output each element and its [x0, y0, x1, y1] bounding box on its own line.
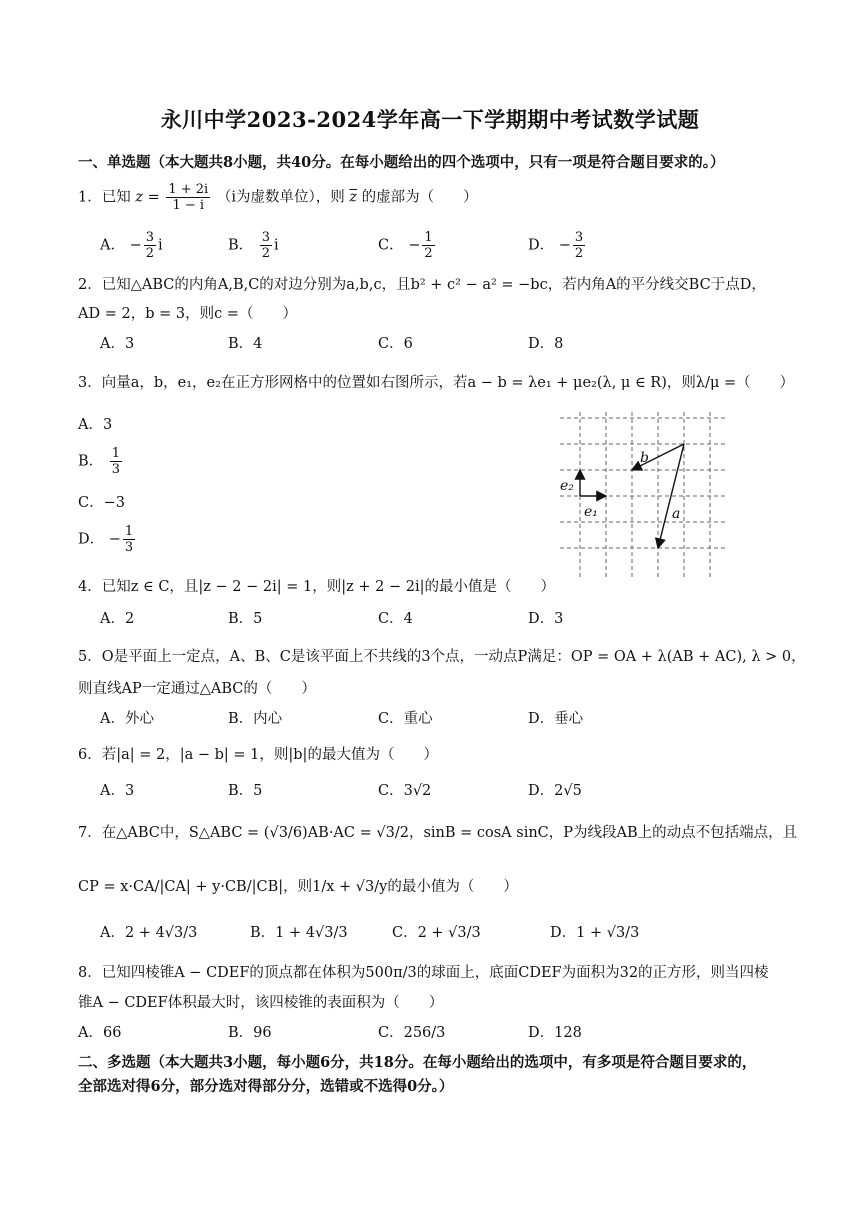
- q6-option-c[interactable]: C．3√2: [378, 783, 432, 799]
- q3-option-b[interactable]: B． $\frac{1}{3}$: [78, 446, 121, 477]
- q3-option-a[interactable]: A．3: [78, 417, 113, 433]
- question-8-line1: 8．已知四棱锥A − CDEF的顶点都在体积为500π/3的球面上，底面CDEF为面积为32的正方形，则当四棱: [78, 965, 769, 981]
- q1-option-c[interactable]: C． − $\frac{1}{2}$: [378, 230, 433, 261]
- q7-option-d[interactable]: D．1 + √3/3: [550, 925, 640, 941]
- question-4: 4．已知z ∈ C，且|z − 2 − 2i| = 1，则|z + 2 − 2i|的最小值是（ ）: [78, 579, 555, 595]
- q5-option-c[interactable]: C．重心: [378, 711, 433, 727]
- exam-title: 永川中学2023-2024学年高一下学期期中考试数学试题: [160, 107, 700, 132]
- q6-option-d[interactable]: D．2√5: [528, 783, 582, 799]
- label-e1: e₁: [584, 504, 598, 520]
- question-2-line1: 2．已知△ABC的内角A,B,C的对边分别为a,b,c，且b² + c² − a² = −bc，若内角A的平分线交BC于点D，: [78, 277, 766, 293]
- question-3: 3．向量a，b，e₁，e₂在正方形网格中的位置如右图所示，若a − b = λe₁ + μe₂(λ, μ ∈ R)，则λ/μ =（ ）: [78, 375, 795, 391]
- q7-option-c[interactable]: C．2 + √3/3: [392, 925, 481, 941]
- question-2-line2: AD = 2，b = 3，则c =（ ）: [78, 306, 297, 322]
- question-5-line2: 则直线AP一定通过△ABC的（ ）: [78, 681, 316, 697]
- q6-option-a[interactable]: A．3: [100, 783, 135, 799]
- q2-option-b[interactable]: B．4: [228, 336, 263, 352]
- q4-option-a[interactable]: A．2: [100, 611, 135, 627]
- question-7-line2: CP = x·CA/|CA| + y·CB/|CB|，则1/x + √3/y的最小值为（ ）: [78, 879, 518, 895]
- label-b: b: [640, 450, 649, 466]
- label-a: a: [672, 506, 681, 522]
- vector-grid-figure: [560, 412, 730, 582]
- q5-option-b[interactable]: B．内心: [228, 711, 283, 727]
- q3-option-d[interactable]: D． − $\frac{1}{3}$: [78, 524, 134, 555]
- q3-option-c[interactable]: C．−3: [78, 495, 125, 511]
- q8-option-b[interactable]: B．96: [228, 1025, 272, 1041]
- q4-option-c[interactable]: C．4: [378, 611, 413, 627]
- q8-option-c[interactable]: C．256/3: [378, 1025, 446, 1041]
- question-8-line2: 锥A − CDEF体积最大时，该四棱锥的表面积为（ ）: [78, 995, 444, 1011]
- label-e2: e₂: [560, 478, 574, 494]
- q7-option-a[interactable]: A．2 + 4√3/3: [100, 925, 198, 941]
- q7-option-b[interactable]: B．1 + 4√3/3: [250, 925, 348, 941]
- question-7-line1: 7．在△ABC中，S△ABC = (√3/6)AB·AC = √3/2，sinB = cosA sinC，P为线段AB上的动点不包括端点，且: [78, 825, 798, 841]
- q6-option-b[interactable]: B．5: [228, 783, 263, 799]
- q2-option-c[interactable]: C．6: [378, 336, 413, 352]
- section-multi-choice-header-line1: 二、多选题（本大题共3小题，每小题6分，共18分。在每小题给出的选项中，有多项是符合题目要求的，: [78, 1054, 757, 1071]
- q1-option-b[interactable]: B． $\frac{3}{2}$ i: [228, 230, 279, 261]
- question-5-line1: 5．O是平面上一定点，A、B、C是该平面上不共线的3个点，一动点P满足：OP = OA + λ(AB + AC), λ > 0，: [78, 649, 806, 665]
- q2-option-a[interactable]: A．3: [100, 336, 135, 352]
- q8-option-a[interactable]: A．66: [78, 1025, 122, 1041]
- q2-option-d[interactable]: D．8: [528, 336, 564, 352]
- question-6: 6．若|a| = 2，|a − b| = 1，则|b|的最大值为（ ）: [78, 747, 438, 763]
- section-single-choice-header: 一、单选题（本大题共8小题，共40分。在每小题给出的四个选项中，只有一项是符合题目要求的。）: [78, 154, 725, 171]
- q1-option-d[interactable]: D． − $\frac{3}{2}$: [528, 230, 584, 261]
- q5-option-d[interactable]: D．垂心: [528, 711, 584, 727]
- section-multi-choice-header-line2: 全部选对得6分，部分选对得部分分，选错或不选得0分。）: [78, 1078, 454, 1095]
- q5-option-a[interactable]: A．外心: [100, 711, 154, 727]
- question-1: 1．已知 z = $\frac{1 + 2i}{1 - i}$ （i为虚数单位），则 $\overline{z}$ 的虚部为（ ）: [78, 182, 478, 213]
- q8-option-d[interactable]: D．128: [528, 1025, 582, 1041]
- q4-option-b[interactable]: B．5: [228, 611, 263, 627]
- fraction: $\frac{1 + 2i}{1 - i}$: [168, 182, 209, 213]
- q4-option-d[interactable]: D．3: [528, 611, 564, 627]
- q1-option-a[interactable]: A． − $\frac{3}{2}$ i: [100, 230, 163, 261]
